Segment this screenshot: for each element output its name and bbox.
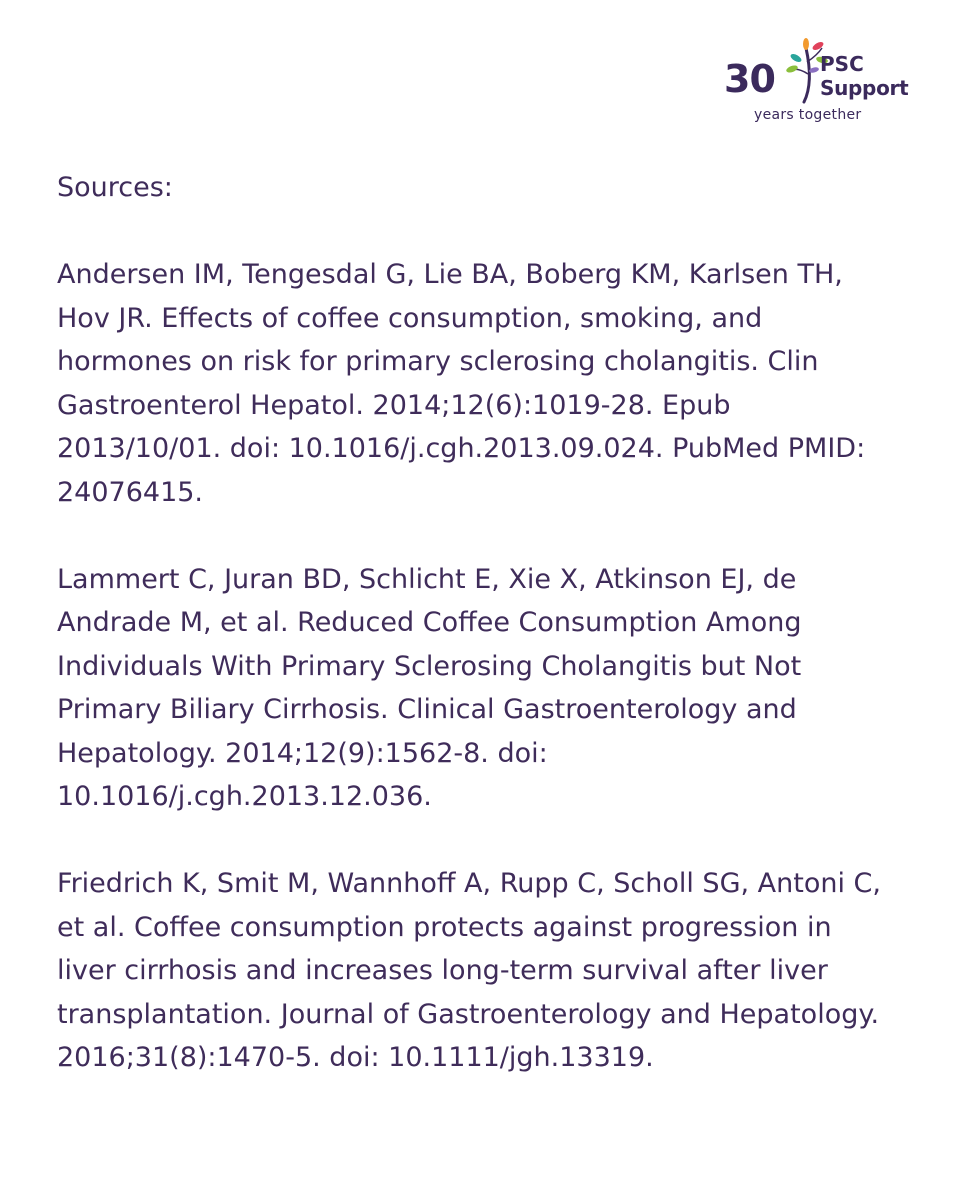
reference-item: Lammert C, Juran BD, Schlicht E, Xie X, Atkinson EJ, de Andrade M, et al. Reduced Coffee Consumption Among Individuals With Primary Sclerosing Cholangitis but Not Primary Biliary Cirrhosis. Clinical Gastroenterology and Hepatology. 2014;12(9):1562-8. doi: 10.1016/j.cgh.2013.12.036. <box>57 563 802 812</box>
psc-support-logo <box>720 28 920 128</box>
sources-section <box>57 166 897 1123</box>
sources-heading: Sources: <box>57 172 173 203</box>
logo-number: 30 <box>724 57 775 101</box>
reference-item: Andersen IM, Tengesdal G, Lie BA, Boberg KM, Karlsen TH, Hov JR. Effects of coffee consumption, smoking, and hormones on risk for primary sclerosing cholangitis. Clin Gastroenterol Hepatol. 2014;12(6):1019-28. Epub 2013/10/01. doi: 10.1016/j.cgh.2013.09.024. PubMed PMID: 24076415. <box>57 259 866 508</box>
logo-tagline: years together <box>754 107 862 123</box>
logo-name-line2: Support <box>820 76 909 100</box>
reference-item: Friedrich K, Smit M, Wannhoff A, Rupp C, Scholl SG, Antoni C, et al. Coffee consumption protects against progression in liver cirrhosis and increases long-term survival after liver transplantation. Journal of Gastroenterology and Hepatology. 2016;31(8):1470-5. doi: 10.1111/jgh.13319. <box>57 868 881 1073</box>
logo-name-line1: PSC <box>820 52 864 76</box>
